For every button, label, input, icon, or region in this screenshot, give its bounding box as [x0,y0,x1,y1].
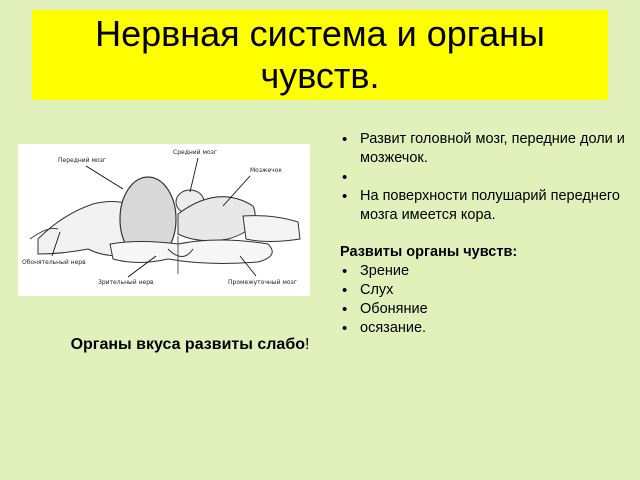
taste-note-text: Органы вкуса развиты слабо [70,336,305,353]
sense-item: • Слух [340,281,625,300]
sense-item: • осязание. [340,319,625,338]
senses-list [340,262,625,338]
brain-fact-item: • На поверхности полушарий переднего мозга имеется кора. [340,187,625,225]
sense-item: • Обоняние [340,300,625,319]
brain-fact-item: • Развит головной мозг, передние доли и мозжечок. [340,130,625,168]
label-midbrain: Средний мозг [173,149,218,156]
sense-item: • Зрение [340,262,625,281]
brain-facts-list [340,130,625,225]
title-banner [32,10,608,100]
label-intermediate: Промежуточный мозг [228,279,297,286]
slide-title: Нервная система и органы чувств. [95,13,545,96]
taste-note [60,334,320,356]
label-forebrain: Передний мозг [58,157,107,164]
spacer [340,168,625,187]
content-column [340,130,625,338]
senses-heading: Развиты органы чувств: [340,244,518,260]
brain-illustration [18,144,310,296]
label-cerebellum: Мозжечок [250,167,282,174]
label-optic: Зрительный нерв [98,279,154,286]
label-olfactory: Обонятельный нерв [22,259,86,266]
taste-note-suffix: ! [304,336,310,353]
spinal-cord-shape [243,216,300,242]
brain-diagram [18,144,310,296]
